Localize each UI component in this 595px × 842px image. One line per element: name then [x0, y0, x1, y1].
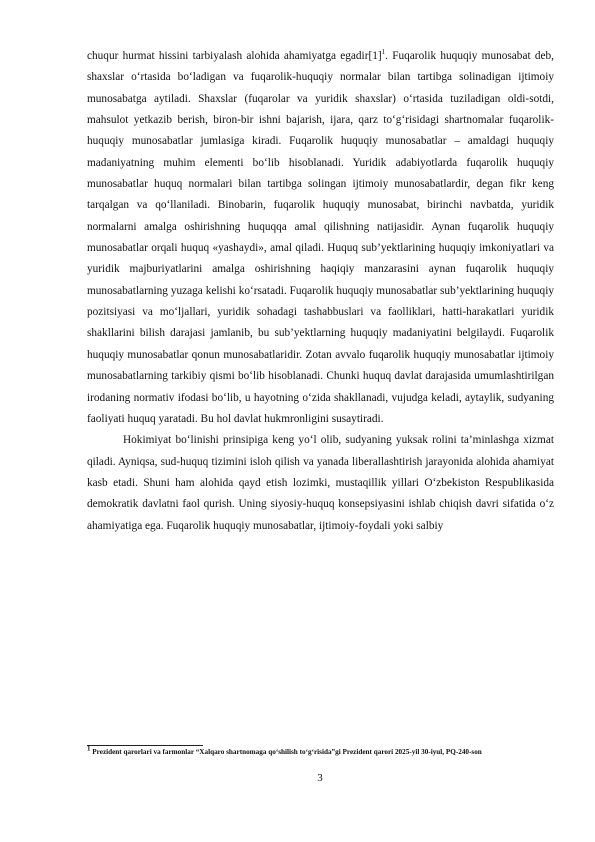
- footnote-marker: 1: [87, 744, 91, 753]
- footnote: [87, 744, 554, 758]
- paragraph-1: [87, 46, 554, 430]
- footnote-text: Prezident qarorlari va farmonlar “Xalqaro shartnomaga qo‘shilish to‘g‘risida”gi Prezident qarori 2025-yil 30-iyul, PQ-240-son: [90, 748, 482, 756]
- footnote-separator: [87, 745, 203, 746]
- footnote-reference[interactable]: 1: [381, 48, 386, 57]
- page-number: 3: [317, 772, 323, 784]
- paragraph-1-text-rest: . Fuqarolik huquqiy munosabat deb, shaxslar o‘rtasida bo‘ladigan va fuqarolik-huquqiy normalar bilan tartibga solinadigan ijtimoiy munosabatga aytiladi. Shaxslar (fuqarolar va yuridik shaxslar) o‘rtasida tuziladigan oldi-sotdi, mahsulot yetkazib berish, biron-bir ishni bajarish, ijara, qarz to‘g‘risidagi shartnomalar fuqarolik-huquqiy munosabatlar jumlasiga kiradi. Fuqarolik huquqiy munosabatlar – amaldagi huquqiy madaniyatning muhim elementi bo‘lib hisoblanadi. Yuridik adabiyotlarda fuqarolik huquqiy munosabatlar huquq normalari bilan tartibga solingan ijtimoiy munosabatlardir, degan fikr keng tarqalgan va qo‘llaniladi. Binobarin, fuqarolik huquqiy munosabat, birinchi navbatda, yuridik normalarni amalga oshirishning huquqqa amal qilishning natijasidir. Aynan fuqarolik huquqiy munosabatlar orqali huquq «yashaydi», amal qiladi. Huquq sub’yektlarining huquqiy imkoniyatlari va yuridik majburiyatlarini amalga oshirishning haqiqiy manzarasini aynan fuqarolik huquqiy munosabatlarning yuzaga kelishi ko‘rsatadi. Fuqarolik huquqiy munosabatlar sub’yektlarining huquqiy pozitsiyasi va mo‘ljallari, yuridik sohadagi tashabbuslari va faolliklari, hatti-harakatlari yuridik shakllarini bilish darajasi jamlanib, bu sub’yektlarning huquqiy madaniyatini belgilaydi. Fuqarolik huquqiy munosabatlar qonun munosabatlaridir. Zotan avvalo fuqarolik huquqiy munosabatlar ijtimoiy munosabatlarning tarkibiy qismi bo‘lib hisoblanadi. Chunki huquq davlat darajasida umumlashtirilgan irodaning normativ ifodasi bo‘lib, u hayotning o‘zida shakllanadi, vujudga keladi, aytaylik, sudyaning faoliyati huquq yaratadi. Bu hol davlat hukmronligini susaytiradi.: [87, 50, 554, 425]
- paragraph-2: Hokimiyat bo‘linishi prinsipiga keng yo‘l olib, sudyaning yuksak rolini ta’minlashga xizmat qiladi. Ayniqsa, sud-huquq tizimini isloh qilish va yanada liberallashtirish jarayonida alohida ahamiyat kasb etadi. Shuni ham alohida qayd etish lozimki, mustaqillik yillari O‘zbekiston Respublikasida demokratik davlatni faol qurish. Uning siyosiy-huquq konsepsiyasini ishlab chiqish davri sifatida o‘z ahamiyatiga ega. Fuqarolik huquqiy munosabatlar, ijtimoiy-foydali yoki salbiy: [87, 434, 554, 532]
- main-text: [87, 46, 554, 537]
- paragraph-1-text-start: chuqur hurmat hissini tarbiyalash alohida ahamiyatga egadir[1]: [87, 50, 382, 62]
